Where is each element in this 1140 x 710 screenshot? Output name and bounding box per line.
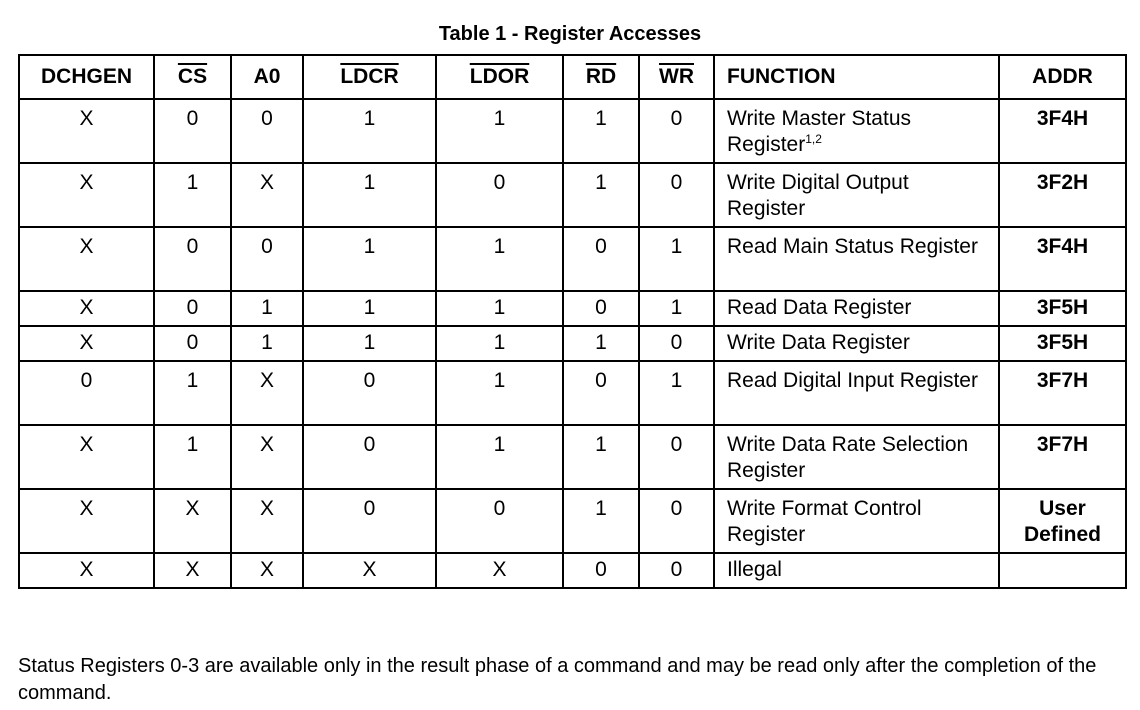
cell-ldor: 1 [436,361,563,425]
cell-dchgen: X [19,326,154,361]
cell-ldor: 0 [436,163,563,227]
table-row [19,553,1126,588]
cell-ldor: 1 [436,99,563,163]
header-ldcr: LDCR [340,65,399,88]
cell-a0: 1 [231,291,303,326]
cell-rd: 0 [563,291,639,326]
cell-dchgen: 0 [19,361,154,425]
cell-dchgen: X [19,425,154,489]
cell-function: Read Data Register [714,291,999,326]
cell-cs: 0 [154,291,231,326]
table-row [19,489,1126,553]
cell-rd: 0 [563,227,639,291]
cell-addr: 3F2H [999,163,1126,227]
cell-wr: 1 [639,361,714,425]
cell-a0: 0 [231,99,303,163]
cell-ldcr: 1 [303,99,436,163]
cell-rd: 1 [563,99,639,163]
cell-ldcr: 0 [303,425,436,489]
cell-cs: 0 [154,99,231,163]
cell-addr: 3F4H [999,99,1126,163]
table-row [19,99,1126,163]
header-function: FUNCTION [714,55,999,99]
cell-function: Write Format Control Register [714,489,999,553]
cell-ldor: X [436,553,563,588]
cell-wr: 0 [639,553,714,588]
cell-a0: 1 [231,326,303,361]
cell-cs: X [154,489,231,553]
cell-a0: X [231,553,303,588]
header-addr: ADDR [999,55,1126,99]
cell-addr: 3F5H [999,291,1126,326]
table-caption: Table 1 - Register Accesses [438,23,702,45]
cell-dchgen: X [19,553,154,588]
function-text: Write Master Status Register [727,107,911,156]
cell-addr: 3F5H [999,326,1126,361]
cell-rd: 0 [563,361,639,425]
cell-rd: 1 [563,425,639,489]
cell-dchgen: X [19,163,154,227]
cell-dchgen: X [19,291,154,326]
cell-ldcr: 0 [303,489,436,553]
cell-function: Read Main Status Register [714,227,999,291]
header-ldor: LDOR [469,65,530,88]
cell-addr: 3F7H [999,425,1126,489]
cell-rd: 1 [563,163,639,227]
cell-addr: 3F7H [999,361,1126,425]
cell-cs: 1 [154,425,231,489]
table-row [19,163,1126,227]
cell-a0: X [231,489,303,553]
table-row [19,326,1126,361]
table-row [19,291,1126,326]
cell-a0: X [231,163,303,227]
cell-function [714,99,999,163]
cell-ldcr: 1 [303,227,436,291]
cell-ldor: 1 [436,326,563,361]
header-dchgen: DCHGEN [19,55,154,99]
cell-cs: 1 [154,361,231,425]
cell-ldcr: X [303,553,436,588]
cell-dchgen: X [19,99,154,163]
cell-ldcr: 1 [303,163,436,227]
header-row [19,55,1126,99]
cell-ldcr: 0 [303,361,436,425]
cell-wr: 0 [639,99,714,163]
cell-ldor: 0 [436,489,563,553]
header-a0: A0 [231,55,303,99]
cell-ldor: 1 [436,227,563,291]
cell-function: Write Digital Output Register [714,163,999,227]
cell-wr: 1 [639,227,714,291]
table-row [19,425,1126,489]
cell-wr: 0 [639,326,714,361]
cell-cs: X [154,553,231,588]
footnote-marker: 1,2 [805,132,822,146]
cell-rd: 1 [563,326,639,361]
cell-function: Write Data Register [714,326,999,361]
cell-a0: 0 [231,227,303,291]
status-register-note: Status Registers 0-3 are available only in the result phase of a command and may be read only after the completion of the command. [18,655,1097,704]
cell-addr: 3F4H [999,227,1126,291]
cell-ldor: 1 [436,425,563,489]
cell-ldcr: 1 [303,326,436,361]
cell-wr: 0 [639,425,714,489]
cell-rd: 1 [563,489,639,553]
header-cs: $\overline{CS}$ [177,65,208,88]
cell-function: Write Data Rate Selection Register [714,425,999,489]
cell-cs: 0 [154,326,231,361]
cell-ldcr: 1 [303,291,436,326]
cell-addr [999,553,1126,588]
cell-a0: X [231,425,303,489]
cell-cs: 1 [154,163,231,227]
table-row [19,227,1126,291]
cell-rd: 0 [563,553,639,588]
cell-function: Illegal [714,553,999,588]
header-wr: $\overline{WR}$ [659,65,694,88]
table-row [19,361,1126,425]
cell-cs: 0 [154,227,231,291]
cell-addr: User Defined [999,489,1126,553]
register-access-table [18,54,1127,589]
cell-wr: 1 [639,291,714,326]
cell-a0: X [231,361,303,425]
cell-function: Read Digital Input Register [714,361,999,425]
cell-ldor: 1 [436,291,563,326]
cell-dchgen: X [19,227,154,291]
cell-dchgen: X [19,489,154,553]
cell-wr: 0 [639,489,714,553]
header-rd: $\overline{RD}$ [585,65,617,88]
cell-wr: 0 [639,163,714,227]
